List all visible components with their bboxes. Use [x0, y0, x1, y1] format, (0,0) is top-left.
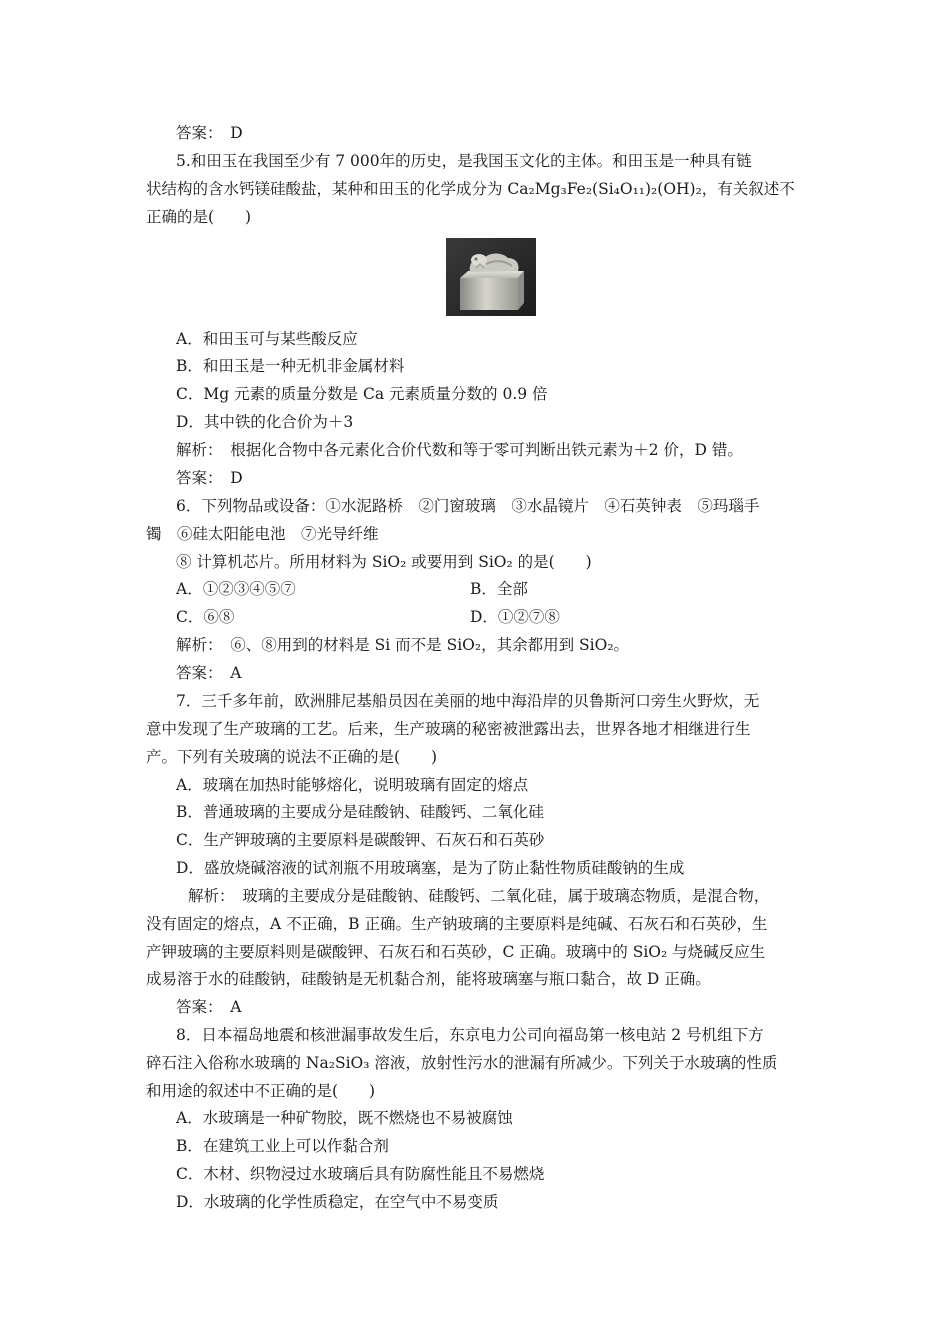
jade-seal-photo	[446, 238, 536, 316]
q5-stem-line-3: 正确的是( )	[146, 208, 252, 226]
q7-analysis-line-3: 产钾玻璃的主要原料则是碳酸钾、石灰石和石英砂，C 正确。玻璃中的 SiO₂ 与烧碱反应生	[146, 943, 766, 961]
q6-answer: 答案： A	[176, 664, 242, 682]
q7-analysis-line-4: 成易溶于水的硅酸钠，硅酸钠是无机黏合剂，能将玻璃塞与瓶口黏合，故 D 正确。	[146, 970, 711, 988]
q5-analysis: 解析： 根据化合物中各元素化合价代数和等于零可判断出铁元素为＋2 价，D 错。	[176, 441, 743, 459]
q7-option-b: B．普通玻璃的主要成分是硅酸钠、硅酸钙、二氧化硅	[176, 803, 544, 821]
q7-analysis-line-2: 没有固定的熔点，A 不正确，B 正确。生产钠玻璃的主要原料是纯碱、石灰石和石英砂，生	[146, 915, 768, 933]
q6-option-c: C．⑥⑧	[176, 608, 235, 626]
q7-option-d: D．盛放烧碱溶液的试剂瓶不用玻璃塞，是为了防止黏性物质硅酸钠的生成	[176, 859, 685, 877]
q8-option-d: D．水玻璃的化学性质稳定，在空气中不易变质	[176, 1193, 499, 1211]
q6-stem-line-3: ⑧ 计算机芯片。所用材料为 SiO₂ 或要用到 SiO₂ 的是( )	[176, 553, 592, 571]
q5-option-d: D．其中铁的化合价为＋3	[176, 413, 354, 431]
q6-option-b: B．全部	[470, 580, 528, 598]
q8-stem-line-3: 和用途的叙述中不正确的是( )	[146, 1082, 376, 1100]
q6-stem-line-1: 6．下列物品或设备：①水泥路桥 ②门窗玻璃 ③水晶镜片 ④石英钟表 ⑤玛瑙手	[176, 497, 760, 515]
q6-option-d: D．①②⑦⑧	[470, 608, 560, 626]
q7-stem-line-2: 意中发现了生产玻璃的工艺。后来，生产玻璃的秘密被泄露出去，世界各地才相继进行生	[146, 720, 751, 738]
q8-option-c: C．木材、织物浸过水玻璃后具有防腐性能且不易燃烧	[176, 1165, 545, 1183]
q5-answer: 答案： D	[176, 469, 243, 487]
q6-option-a: A．①②③④⑤⑦	[176, 580, 296, 598]
q6-stem-line-2: 镯 ⑥硅太阳能电池 ⑦光导纤维	[146, 525, 379, 543]
q5-option-a: A．和田玉可与某些酸反应	[176, 330, 358, 348]
q7-option-c: C．生产钾玻璃的主要原料是碳酸钾、石灰石和石英砂	[176, 831, 545, 849]
q8-option-b: B．在建筑工业上可以作黏合剂	[176, 1137, 389, 1155]
q7-answer: 答案： A	[176, 998, 242, 1016]
q7-option-a: A．玻璃在加热时能够熔化，说明玻璃有固定的熔点	[176, 776, 529, 794]
q8-option-a: A．水玻璃是一种矿物胶，既不燃烧也不易被腐蚀	[176, 1109, 513, 1127]
q7-analysis-line-1: 解析： 玻璃的主要成分是硅酸钠、硅酸钙、二氧化硅，属于玻璃态物质，是混合物，	[188, 887, 770, 905]
q6-analysis: 解析： ⑥、⑧用到的材料是 Si 而不是 SiO₂，其余都用到 SiO₂。	[176, 636, 630, 654]
q5-option-c: C．Mg 元素的质量分数是 Ca 元素质量分数的 0.9 倍	[176, 385, 548, 403]
q4-answer: 答案： D	[176, 124, 243, 142]
q8-stem-line-1: 8．日本福岛地震和核泄漏事故发生后，东京电力公司向福岛第一核电站 2 号机组下方	[176, 1026, 764, 1044]
q5-stem-line-1: 5.和田玉在我国至少有 7 000年的历史，是我国玉文化的主体。和田玉是一种具有链	[176, 152, 752, 170]
hetian-jade-seal-image	[446, 238, 536, 316]
q7-stem-line-3: 产。下列有关玻璃的说法不正确的是( )	[146, 748, 438, 766]
q5-stem-line-2: 状结构的含水钙镁硅酸盐，某种和田玉的化学成分为 Ca₂Mg₃Fe₂(Si₄O₁₁)₂(OH)₂，有关叙述不	[146, 180, 795, 198]
q7-stem-line-1: 7．三千多年前，欧洲腓尼基船员因在美丽的地中海沿岸的贝鲁斯河口旁生火野炊，无	[176, 692, 760, 710]
q8-stem-line-2: 碎石注入俗称水玻璃的 Na₂SiO₃ 溶液，放射性污水的泄漏有所减少。下列关于水玻璃的性质	[146, 1054, 778, 1072]
q5-option-b: B．和田玉是一种无机非金属材料	[176, 357, 405, 375]
